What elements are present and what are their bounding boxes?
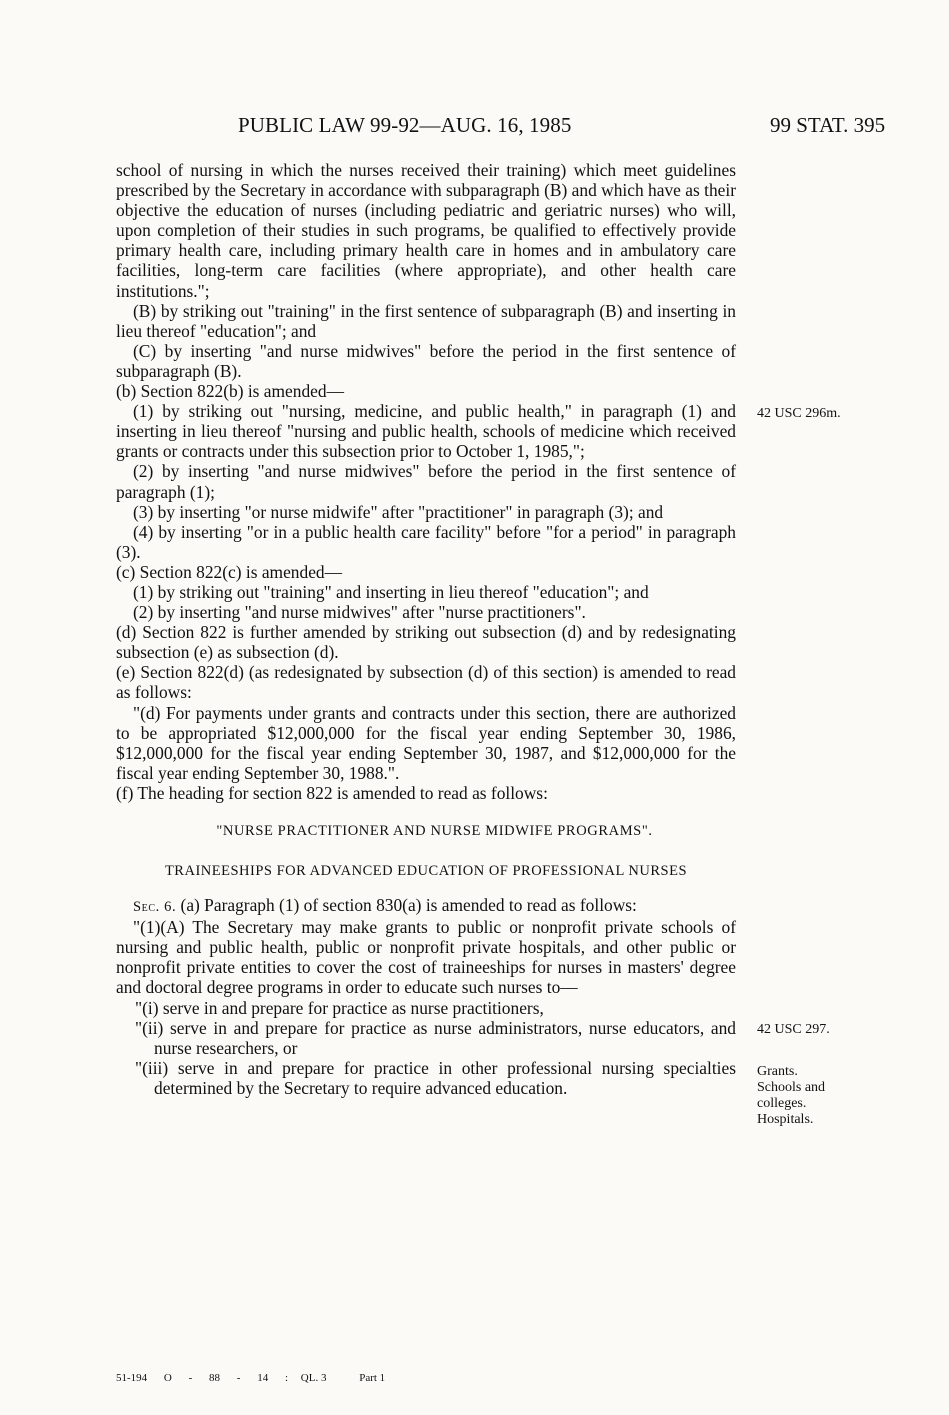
- quoted-subsection-d-appropriations: "(d) For payments under grants and contracts under this section, there are authorized to be appropriated $12,000,000 for the fiscal year ending September 30, 1986, $12,000,000 for the fiscal year ending September 30, 1987, and $12,000,000 for the fiscal year ending September 30, 1988.".: [116, 702, 736, 783]
- subsection-f: (f) The heading for section 822 is amended to read as follows:: [116, 782, 548, 803]
- statute-body: [116, 160, 736, 1098]
- section-label: Sec. 6.: [133, 899, 177, 916]
- margin-note-schools-line: Schools and: [757, 1080, 826, 1095]
- paragraph-b2: (2) by inserting "and nurse midwives" before the period in the first sentence of paragraph (1);: [116, 461, 736, 502]
- paragraph-b3: (3) by inserting "or nurse midwife" after "practitioner" in paragraph (3); and: [133, 501, 664, 522]
- footer-colon: :: [284, 1372, 289, 1384]
- section-6-a-text: (a) Paragraph (1) of section 830(a) is amended to read as follows:: [180, 895, 637, 916]
- subsection-d: (d) Section 822 is further amended by striking out subsection (d) and by redesignating subsection (e) as subsection (d).: [116, 622, 736, 663]
- footer-dash-1: -: [188, 1372, 193, 1384]
- clause-iii: "(iii) serve in and prepare for practice in other professional nursing specialties determined by the Secretary to require advanced education.: [135, 1057, 736, 1098]
- section-6-subheading: TRAINEESHIPS FOR ADVANCED EDUCATION OF PROFESSIONAL NURSES: [164, 863, 688, 880]
- paragraph-b1: (1) by striking out "nursing, medicine, and public health," in paragraph (1) and inserting in lieu thereof "nursing and public health, schools of medicine which received grants or contracts under this subsection prior to October 1, 1985,";: [116, 401, 736, 462]
- print-footer: [116, 1372, 415, 1384]
- margin-note-hospitals-line: Hospitals.: [757, 1112, 814, 1127]
- subsection-e: (e) Section 822(d) (as redesignated by subsection (d) of this section) is amended to read as follows:: [116, 662, 736, 703]
- footer-ql: QL. 3: [300, 1372, 327, 1384]
- footer-code: 51-194: [116, 1372, 148, 1384]
- paragraph-c1: (1) by striking out "training" and inserting in lieu thereof "education"; and: [133, 581, 649, 602]
- paragraph-continued: school of nursing in which the nurses received their training) which meet guidelines prescribed by the Secretary in accordance with subparagraph (B) and which have as their objective the education of nurses (including pediatric and geriatric nurses) who will, upon completion of their studies in such programs, be qualified to effectively provide primary health care, including primary health care in homes and in ambulatory care facilities, long-term care facilities (where appropriate), and other health care institutions.";: [116, 160, 736, 301]
- paragraph-b4: (4) by inserting "or in a public health care facility" before "for a period" in paragraph (3).: [116, 521, 736, 562]
- margin-note-grants-line: Grants.: [757, 1064, 798, 1079]
- clause-ii: "(ii) serve in and prepare for practice as nurse administrators, nurse educators, and nurse researchers, or: [135, 1017, 736, 1058]
- footer-part: Part 1: [359, 1372, 386, 1384]
- subsection-b-heading: (b) Section 822(b) is amended—: [116, 381, 344, 402]
- subsection-c-heading: (c) Section 822(c) is amended—: [116, 561, 343, 582]
- running-head-title: PUBLIC LAW 99-92—AUG. 16, 1985: [238, 113, 572, 137]
- margin-note-usc-296m: 42 USC 296m.: [757, 406, 841, 421]
- running-head-stat-page: 99 STAT. 395: [770, 113, 886, 137]
- clause-b-striking-training: (B) by striking out "training" in the first sentence of subparagraph (B) and inserting in lieu thereof "education"; and: [116, 300, 736, 341]
- margin-note-grants: [757, 1064, 825, 1128]
- margin-note-colleges-line: colleges.: [757, 1096, 807, 1111]
- margin-note-usc-297: 42 USC 297.: [757, 1022, 830, 1037]
- quoted-paragraph-1a: "(1)(A) The Secretary may make grants to public or nonprofit private schools of nursing and public health, public or nonprofit private hospitals, and other public or nonprofit private entities to cover the cost of traineeships for nurses in masters' degree and doctoral degree programs in order to educate such nurses to—: [116, 917, 736, 998]
- footer-dash-2: -: [236, 1372, 241, 1384]
- amended-section-heading: "NURSE PRACTITIONER AND NURSE MIDWIFE PROGRAMS".: [216, 823, 653, 839]
- paragraph-c2: (2) by inserting "and nurse midwives" after "nurse practitioners".: [133, 602, 586, 623]
- section-6-a: [116, 895, 736, 917]
- footer-88: 88: [209, 1372, 221, 1384]
- clause-c-inserting-midwives: (C) by inserting "and nurse midwives" before the period in the first sentence of subparagraph (B).: [116, 340, 736, 381]
- footer-o: O: [163, 1372, 172, 1384]
- footer-14: 14: [257, 1372, 269, 1384]
- clause-i: "(i) serve in and prepare for practice as nurse practitioners,: [135, 997, 544, 1018]
